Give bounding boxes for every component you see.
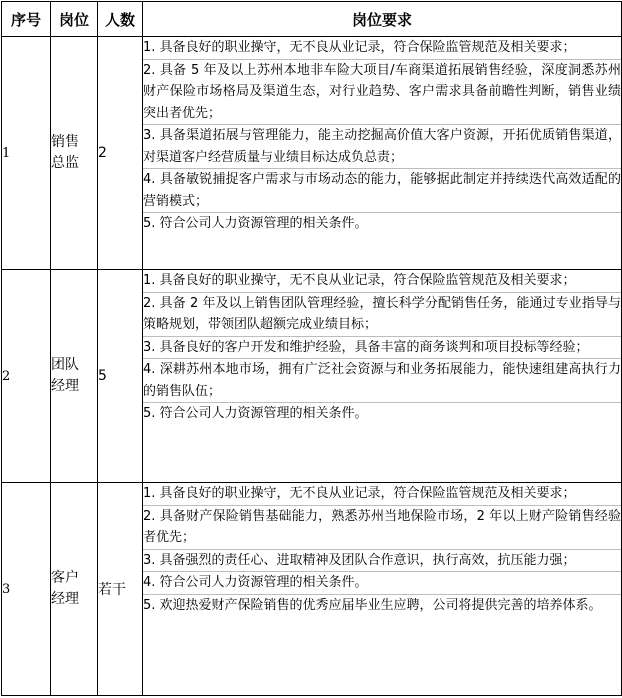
row-requirements	[143, 37, 622, 270]
position-line: 总监	[51, 155, 79, 171]
row-position	[51, 483, 98, 696]
row-count: 若干	[98, 483, 143, 696]
position-line: 客户	[51, 570, 79, 586]
requirement-item: 2. 具备财产保险销售基础能力，熟悉苏州当地保险市场，2 年以上财产险销售经验者优先；	[143, 506, 621, 550]
requirement-item: 1. 具备良好的职业操守，无不良从业记录，符合保险监管规范及相关要求；	[143, 270, 621, 293]
row-count: 2	[98, 37, 143, 270]
table-row	[2, 270, 622, 483]
requirement-item: 4. 具备敏锐捕捉客户需求与市场动态的能力，能够据此制定并持续迭代高效适配的营销模式；	[143, 169, 621, 213]
table-header-row	[2, 2, 622, 37]
row-seq: 2	[2, 270, 51, 483]
requirement-item: 5. 符合公司人力资源管理的相关条件。	[143, 216, 368, 231]
requirement-item: 3. 具备良好的客户开发和维护经验，具备丰富的商务谈判和项目投标等经验；	[143, 337, 621, 360]
requirement-item: 5. 符合公司人力资源管理的相关条件。	[143, 406, 368, 421]
row-requirements	[143, 270, 622, 483]
requirement-item: 2. 具备 2 年及以上销售团队管理经验，擅长科学分配销售任务，能通过专业指导与策略规划，带领团队超额完成业绩目标；	[143, 293, 621, 337]
requirement-item: 4. 符合公司人力资源管理的相关条件。	[143, 572, 621, 595]
table-row	[2, 37, 622, 270]
position-line: 团队	[51, 357, 79, 373]
header-seq: 序号	[2, 2, 51, 37]
header-count: 人数	[98, 2, 143, 37]
requirement-item: 1. 具备良好的职业操守，无不良从业记录，符合保险监管规范及相关要求；	[143, 483, 621, 506]
header-position: 岗位	[51, 2, 98, 37]
requirement-item: 2. 具备 5 年及以上苏州本地非车险大项目/车商渠道拓展销售经验，深度洞悉苏州财产保险市场格局及渠道生态，对行业趋势、客户需求具备前瞻性判断，销售业绩突出者优先；	[143, 60, 621, 126]
row-position	[51, 270, 98, 483]
job-requirements-table	[1, 1, 622, 696]
row-position	[51, 37, 98, 270]
requirement-item: 3. 具备渠道拓展与管理能力，能主动挖掘高价值大客户资源，开拓优质销售渠道，对渠道客户经营质量与业绩目标达成负总责；	[143, 125, 621, 169]
requirement-item: 3. 具备强烈的责任心、进取精神及团队合作意识，执行高效，抗压能力强；	[143, 550, 621, 573]
table-row	[2, 483, 622, 696]
requirement-item: 4. 深耕苏州本地市场，拥有广泛社会资源与和业务拓展能力，能快速组建高执行力的销售队伍；	[143, 359, 621, 403]
header-requirements: 岗位要求	[143, 2, 622, 37]
position-line: 经理	[51, 378, 79, 394]
position-line: 经理	[51, 591, 79, 607]
position-line: 销售	[51, 134, 79, 150]
row-requirements	[143, 483, 622, 696]
row-seq: 1	[2, 37, 51, 270]
requirement-item: 5. 欢迎热爱财产保险销售的优秀应届毕业生应聘，公司将提供完善的培养体系。	[143, 597, 602, 613]
row-count: 5	[98, 270, 143, 483]
row-seq: 3	[2, 483, 51, 696]
requirement-item: 1. 具备良好的职业操守，无不良从业记录，符合保险监管规范及相关要求；	[143, 37, 621, 60]
